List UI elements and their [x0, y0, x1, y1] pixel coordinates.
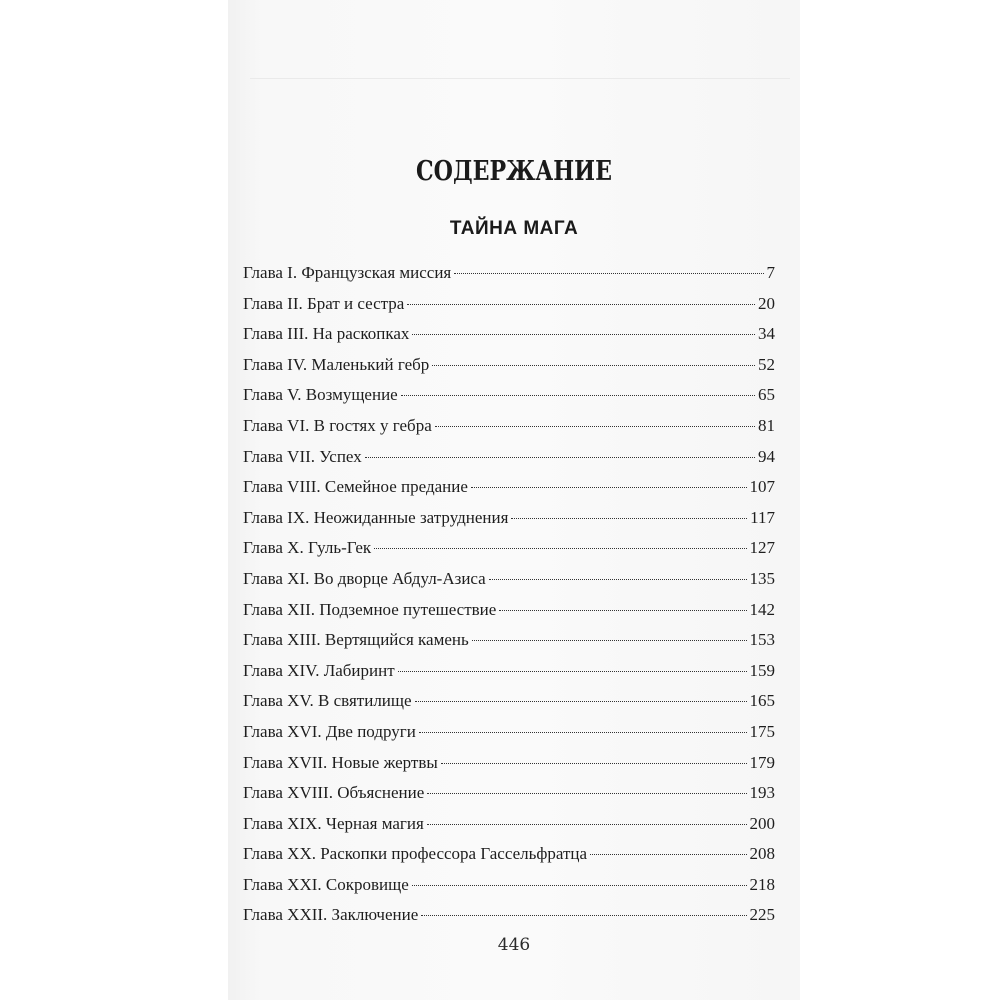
toc-entry-page: 208 — [749, 844, 775, 864]
toc-entry-label: Глава XX. Раскопки профессора Гассельфратца — [243, 844, 588, 864]
toc-dot-leader — [412, 885, 747, 886]
toc-entry — [243, 508, 775, 539]
toc-entry-page: 7 — [766, 263, 775, 282]
toc-entry-label: Глава XVI. Две подруги — [243, 721, 416, 741]
toc-entry-label: Глава V. Возмущение — [243, 385, 398, 405]
toc-dot-leader — [419, 732, 747, 733]
toc-entry-page: 34 — [758, 324, 775, 344]
toc-entry-page: 175 — [749, 721, 775, 741]
toc-entry-label: Глава II. Брат и сестра — [243, 293, 405, 313]
toc-entry — [243, 538, 775, 569]
toc-entry — [243, 416, 775, 447]
show-through-header — [250, 40, 790, 79]
toc-entry-label: Глава XI. Во дворце Абдул-Азиса — [243, 568, 486, 588]
toc-entry-label: Глава VI. В гостях у гебра — [243, 415, 432, 435]
toc-dot-leader — [454, 273, 763, 274]
toc-entry-label: Глава XV. В святилище — [243, 691, 412, 711]
toc-entry-label: Глава I. Французская миссия — [243, 263, 452, 282]
toc-dot-leader — [427, 824, 747, 825]
toc-entry — [243, 753, 775, 784]
toc-dot-leader — [441, 763, 747, 764]
toc-entry-page: 52 — [758, 354, 775, 374]
toc-entry — [243, 875, 775, 906]
toc-entry-page: 94 — [758, 446, 775, 466]
toc-entry-label: Глава IV. Маленький гебр — [243, 354, 430, 374]
toc-entry-page: 81 — [758, 415, 775, 435]
toc-dot-leader — [432, 365, 755, 366]
toc-entry-page: 218 — [749, 874, 775, 894]
toc-dot-leader — [407, 304, 755, 305]
toc-entry-page: 165 — [749, 691, 775, 711]
toc-dot-leader — [472, 640, 747, 641]
section-title: ТАЙНА МАГА — [449, 218, 579, 239]
toc-dot-leader — [471, 487, 747, 488]
toc-entry — [243, 355, 775, 386]
toc-entry-page: 225 — [749, 905, 775, 925]
toc-entry — [243, 385, 775, 416]
toc-entry-label: Глава IX. Неожиданные затруднения — [243, 507, 509, 527]
toc-dot-leader — [412, 334, 755, 335]
toc-entry-label: Глава X. Гуль-Гек — [243, 538, 372, 558]
toc-entry-page: 127 — [749, 538, 775, 558]
toc-dot-leader — [374, 548, 746, 549]
toc-dot-leader — [421, 915, 746, 916]
toc-entry — [243, 844, 775, 875]
toc-entry — [243, 661, 775, 692]
toc-entry-page: 193 — [749, 783, 775, 803]
toc-entry — [243, 263, 775, 294]
toc-entry-page: 135 — [749, 568, 775, 588]
toc-dot-leader — [499, 610, 746, 611]
toc-entry — [243, 630, 775, 661]
toc-entry-label: Глава III. На раскопках — [243, 324, 410, 344]
toc-entry — [243, 294, 775, 325]
toc-entry-page: 107 — [749, 477, 775, 497]
toc-list — [243, 263, 775, 936]
toc-dot-leader — [427, 793, 746, 794]
toc-entry-label: Глава VIII. Семейное предание — [243, 477, 468, 497]
toc-entry — [243, 477, 775, 508]
toc-entry — [243, 600, 775, 631]
toc-entry-label: Глава XVIII. Объяснение — [243, 783, 425, 803]
toc-entry-label: Глава XIV. Лабиринт — [243, 660, 395, 680]
toc-entry-label: Глава VII. Успех — [243, 446, 362, 466]
toc-entry-label: Глава XXI. Сокровище — [243, 874, 409, 894]
toc-entry — [243, 447, 775, 478]
toc-entry — [243, 783, 775, 814]
toc-entry-label: Глава XII. Подземное путешествие — [243, 599, 497, 619]
toc-entry-page: 200 — [749, 813, 775, 833]
toc-dot-leader — [489, 579, 747, 580]
toc-entry-label: Глава XIX. Черная магия — [243, 813, 424, 833]
toc-entry-page: 65 — [758, 385, 775, 405]
toc-entry-label: Глава XIII. Вертящийся камень — [243, 630, 469, 650]
toc-entry — [243, 722, 775, 753]
toc-entry-page: 179 — [749, 752, 775, 772]
toc-entry — [243, 691, 775, 722]
page-number: 446 — [497, 935, 531, 955]
toc-entry-label: Глава XXII. Заключение — [243, 905, 419, 925]
book-page — [228, 0, 800, 1000]
toc-dot-leader — [398, 671, 747, 672]
toc-title: СОДЕРЖАНИЕ — [416, 156, 612, 187]
toc-dot-leader — [365, 457, 755, 458]
toc-entry-label: Глава XVII. Новые жертвы — [243, 752, 438, 772]
toc-dot-leader — [511, 518, 747, 519]
toc-entry — [243, 905, 775, 936]
toc-entry — [243, 324, 775, 355]
toc-entry-page: 159 — [749, 660, 775, 680]
toc-dot-leader — [401, 395, 755, 396]
toc-entry — [243, 569, 775, 600]
toc-dot-leader — [415, 701, 747, 702]
toc-entry — [243, 814, 775, 845]
toc-entry-page: 20 — [758, 293, 775, 313]
toc-entry-page: 153 — [749, 630, 775, 650]
toc-dot-leader — [590, 854, 746, 855]
toc-dot-leader — [435, 426, 755, 427]
toc-entry-page: 117 — [750, 507, 775, 527]
toc-entry-page: 142 — [749, 599, 775, 619]
